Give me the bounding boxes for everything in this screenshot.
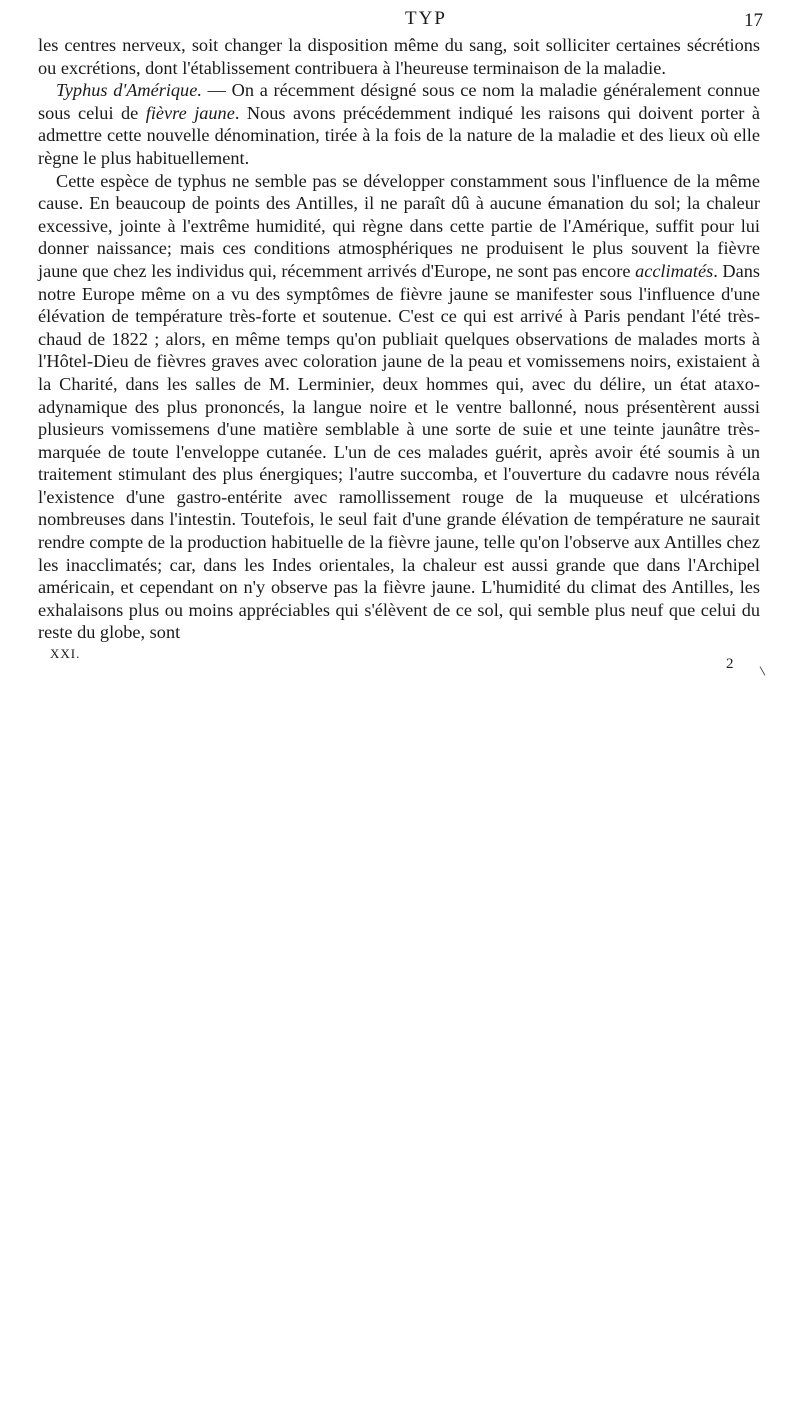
paragraph-text: — On a récemment désigné sous ce nom la maladie généralement connue sous celui de [38, 80, 760, 123]
paragraph-text: . Nous avons précédemment indiqué les raisons qui doivent porter à admettre cette nouvelle dénomination, tirée à la fois de la nature de la maladie et des lieux où elle règne le plus habituellement. [38, 102, 760, 168]
section-title: Typhus d'Amérique. [56, 80, 202, 101]
paragraph-causes [38, 170, 760, 644]
page-number: 17 [744, 10, 763, 31]
body-text [38, 34, 760, 644]
sheet-number: 2 [726, 656, 734, 672]
emphasis-term: fièvre jaune [145, 102, 235, 123]
paragraph-continuation [38, 34, 760, 79]
paragraph-typhus-amerique [38, 79, 760, 169]
signature-mark: XXI. [50, 646, 81, 661]
running-head: TYP [405, 8, 447, 29]
paragraph-text: . Dans notre Europe même on a vu des symptômes de fièvre jaune se manifester sous l'influence d'une élévation de température très-forte et soutenue. C'est ce qui est arrivé à Paris pendant l'été très-chaud de 1822 ; alors, en même temps qu'on publiait quelques observations de malades morts à l'Hôtel-Dieu de fièvres graves avec coloration jaune de la peau et vomissemens noirs, existaient à la Charité, dans les salles de M. Lerminier, deux hommes qui, avec du délire, un état ataxo-adynamique des plus prononcés, la langue noire et le ventre ballonné, nous présentèrent aussi plusieurs vomissemens d'une matière semblable à une sorte de suie et une teinte jaunâtre très-marquée de toute l'enveloppe cutanée. L'un de ces malades guérit, après avoir été soumis à un traitement stimulant des plus énergiques; l'autre succomba, et l'ouverture du cadavre nous révéla l'existence d'une gastro-entérite avec ramollissement rouge de la muqueuse et ulcérations nombreuses dans l'intestin. Toutefois, le seul fait d'une grande élévation de température ne saurait rendre compte de la production habituelle de la fièvre jaune, telle qu'on l'observe aux Antilles chez les inacclimatés; car, dans les Indes orientales, la chaleur est aussi grande que dans l'Archipel américain, et cependant on n'y observe pas la fièvre jaune. L'humidité du climat des Antilles, les exhalaisons plus ou moins appréciables qui s'élèvent de ce sol, qui semble plus neuf que celui du reste du globe, sont [38, 260, 760, 643]
page-footer [0, 646, 800, 686]
paragraph-text: Cette espèce de typhus ne semble pas se développer constamment sous l'influence de la même cause. En beaucoup de points des Antilles, il ne paraît dû à aucune émanation du sol; la chaleur excessive, jointe à l'extrême humidité, qui règne dans cette partie de l'Amérique, suffit pour lui donner naissance; mais ces conditions atmosphériques ne produisent le plus souvent la fièvre jaune que chez les individus qui, récemment arrivés d'Europe, ne sont pas encore [38, 170, 760, 281]
emphasis-term: acclimatés [635, 260, 714, 281]
paragraph-text: les centres nerveux, soit changer la disposition même du sang, soit solliciter certaines sécrétions ou excrétions, dont l'établissement contribuera à l'heureuse terminaison de la maladie. [38, 35, 760, 78]
